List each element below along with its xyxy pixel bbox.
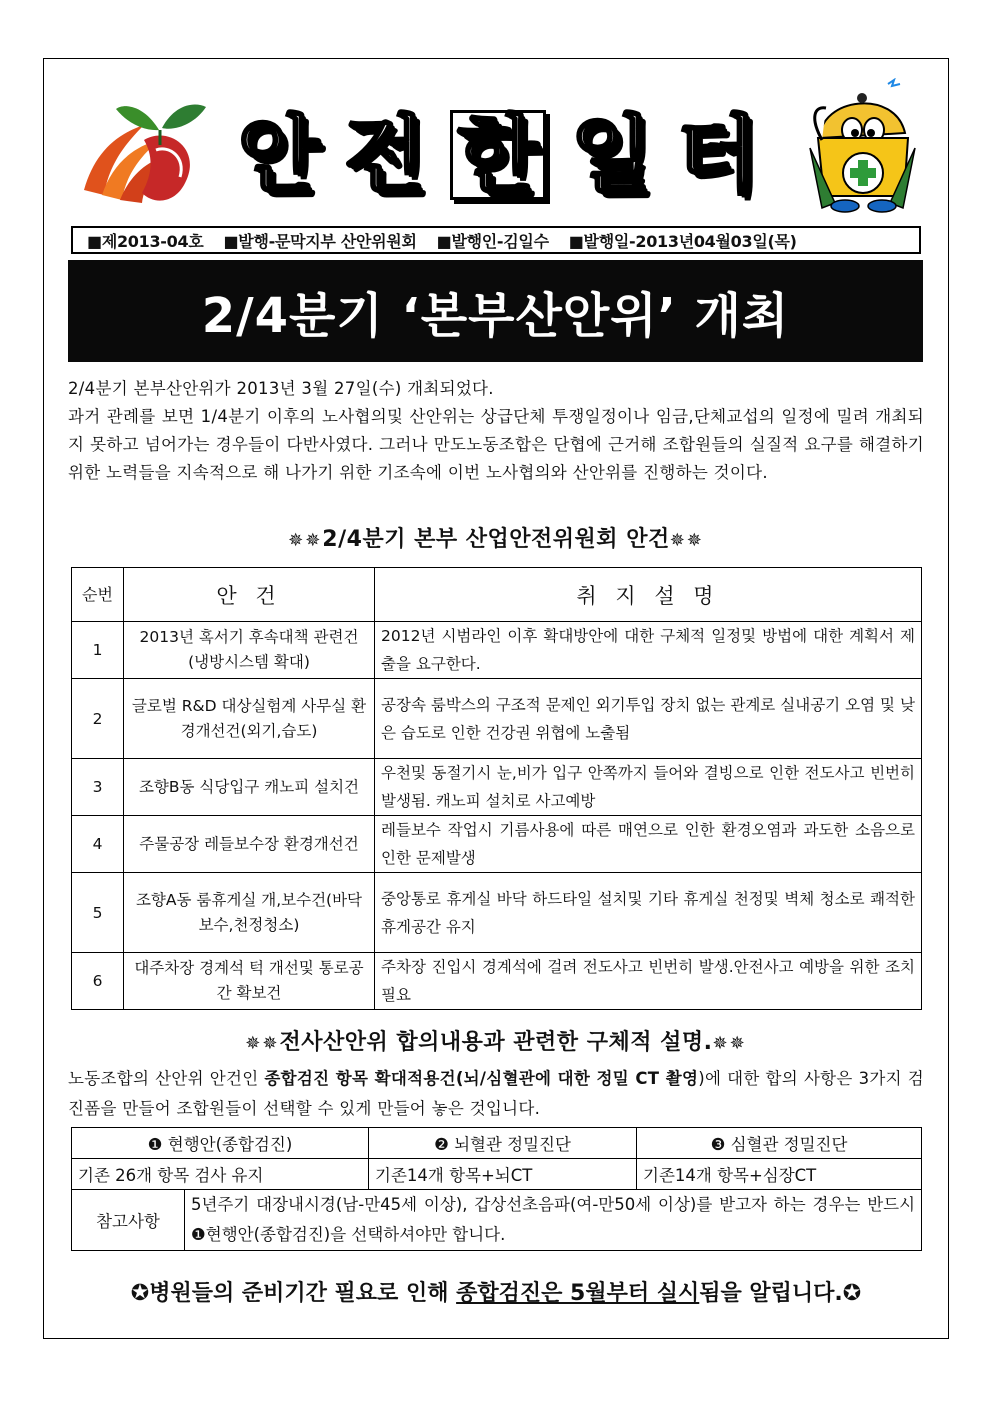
section-title-agenda bbox=[68, 522, 924, 553]
explanation-part: )에 대한 합의 사항은 3가지 검진폼을 만들어 조합원들이 선택할 수 있게 만들어 놓은 것입니다. bbox=[68, 1069, 925, 1118]
explanation-text bbox=[68, 1064, 924, 1124]
row-number: 1 bbox=[72, 622, 124, 679]
row-item: 대주차장 경계석 턱 개선및 통로공간 확보건 bbox=[124, 953, 375, 1010]
row-description: 레들보수 작업시 기름사용에 따른 매연으로 인한 환경오염과 과도한 소음으로 인한 문제발생 bbox=[375, 816, 922, 873]
decoration-stars-icon: ✵✵ bbox=[669, 530, 704, 551]
safety-mascot-icon bbox=[800, 78, 925, 218]
row-number: 6 bbox=[72, 953, 124, 1010]
explanation-bold: 종합검진 항목 확대적용건(뇌/심혈관에 대한 정밀 CT 촬영 bbox=[264, 1069, 699, 1088]
row-item: 2013년 혹서기 후속대책 관련건 (냉방시스템 확대) bbox=[124, 622, 375, 679]
row-description: 우천및 동절기시 눈,비가 입구 안쪽까지 들어와 결빙으로 인한 전도사고 빈번히 발생됨. 캐노피 설치로 사고예방 bbox=[375, 759, 922, 816]
option-1-header: ❶ 현행안(종합검진) bbox=[72, 1128, 369, 1159]
masthead-char: 안 bbox=[238, 106, 320, 204]
issue-number: ■제2013-04호 bbox=[87, 231, 204, 251]
table-row bbox=[72, 622, 922, 679]
star-icon: ✪ bbox=[842, 1281, 862, 1306]
star-icon: ✪ bbox=[130, 1281, 150, 1306]
row-description: 2012년 시범라인 이후 확대방안에 대한 구체적 일정및 방법에 대한 계획서 제출을 요구한다. bbox=[375, 622, 922, 679]
decoration-stars-icon: ✵✵ bbox=[288, 530, 323, 551]
table-header-row bbox=[72, 568, 922, 622]
row-item: 글로벌 R&D 대상실험계 사무실 환경개선건(외기,습도) bbox=[124, 679, 375, 759]
issue-date: ■발행일-2013년04월03일(목) bbox=[568, 231, 797, 251]
table-row bbox=[72, 873, 922, 953]
table-row bbox=[72, 816, 922, 873]
intro-line: 2/4분기 본부산안위가 2013년 3월 27일(수) 개최되었다. bbox=[68, 379, 494, 398]
notice-underlined: 종합검진은 5월부터 실시 bbox=[456, 1281, 700, 1306]
table-row bbox=[72, 953, 922, 1010]
issue-info-bar bbox=[71, 226, 921, 254]
note-text: 5년주기 대장내시경(남-만45세 이상), 갑상선초음파(여-만50세 이상)를 받고자 하는 경우는 반드시 ❶현행안(종합검진)을 선택하셔야만 합니다. bbox=[185, 1190, 922, 1251]
decoration-stars-icon: ✵✵ bbox=[245, 1033, 280, 1054]
table-row bbox=[72, 679, 922, 759]
bottom-notice bbox=[68, 1276, 924, 1307]
option-1-value: 기존 26개 항목 검사 유지 bbox=[72, 1159, 369, 1190]
options-note-row bbox=[72, 1190, 922, 1251]
intro-text bbox=[68, 375, 924, 487]
col-header-number: 순번 bbox=[72, 568, 124, 622]
issue-issuer: ■발행인-김일수 bbox=[436, 231, 549, 251]
masthead-char: 터 bbox=[676, 106, 758, 204]
agenda-table bbox=[71, 567, 922, 1010]
decoration-stars-icon: ✵✵ bbox=[712, 1033, 747, 1054]
union-logo-icon bbox=[74, 95, 209, 205]
table-row bbox=[72, 759, 922, 816]
intro-paragraph: 과거 관례를 보면 1/4분기 이후의 노사협의및 산안위는 상급단체 투쟁일정이나 임금,단체교섭의 일정에 밀려 개최되지 못하고 넘어가는 경우들이 다반사였다. 그러나 만도노동조합은 단협에 근거해 조합원들의 실질적 요구를 해결하기 위한 노력들을 지속적으로 해 나가기 위한 기조속에 이번 노사협의와 산안위를 진행하는 것이다. bbox=[68, 407, 924, 482]
notice-part: 병원들의 준비기간 필요로 인해 bbox=[149, 1281, 457, 1306]
option-3-header: ❸ 심혈관 정밀진단 bbox=[637, 1128, 922, 1159]
explanation-part: 노동조합의 산안위 안건인 bbox=[68, 1069, 265, 1088]
row-number: 5 bbox=[72, 873, 124, 953]
option-2-header: ❷ 뇌혈관 정밀진단 bbox=[369, 1128, 637, 1159]
option-2-value: 기존14개 항목+뇌CT bbox=[369, 1159, 637, 1190]
masthead-char: 전 bbox=[344, 106, 426, 204]
note-label: 참고사항 bbox=[72, 1190, 185, 1251]
row-number: 4 bbox=[72, 816, 124, 873]
masthead-title bbox=[238, 100, 758, 210]
row-item: 주물공장 레들보수장 환경개선건 bbox=[124, 816, 375, 873]
options-header-row bbox=[72, 1128, 922, 1159]
headline-banner: 2/4분기 ‘본부산안위’ 개최 bbox=[68, 260, 923, 362]
row-description: 주차장 진입시 경계석에 걸려 전도사고 빈번히 발생.안전사고 예방을 위한 조치 필요 bbox=[375, 953, 922, 1010]
row-description: 중앙통로 휴게실 바닥 하드타일 설치및 기타 휴게실 천정및 벽체 청소로 쾌적한 휴게공간 유지 bbox=[375, 873, 922, 953]
col-header-item: 안 건 bbox=[124, 568, 375, 622]
col-header-description: 취 지 설 명 bbox=[375, 568, 922, 622]
row-description: 공장속 룸박스의 구조적 문제인 외기투입 장치 없는 관계로 실내공기 오염 및 낮은 습도로 인한 건강권 위협에 노출됨 bbox=[375, 679, 922, 759]
section-title-text: 전사산안위 합의내용과 관련한 구체적 설명. bbox=[279, 1030, 713, 1055]
checkup-options-table bbox=[71, 1127, 922, 1251]
options-value-row bbox=[72, 1159, 922, 1190]
row-number: 3 bbox=[72, 759, 124, 816]
notice-part: 됨을 알립니다. bbox=[699, 1281, 843, 1306]
section-title-text: 2/4분기 본부 산업안전위원회 안건 bbox=[322, 527, 670, 552]
issue-publisher: ■발행-문막지부 산안위원회 bbox=[223, 231, 417, 251]
option-3-value: 기존14개 항목+심장CT bbox=[637, 1159, 922, 1190]
row-item: 조향A동 룸휴게실 개,보수건(바닥보수,천정청소) bbox=[124, 873, 375, 953]
section-title-explanation bbox=[68, 1025, 924, 1056]
masthead-char: 일 bbox=[570, 106, 652, 204]
row-item: 조향B동 식당입구 캐노피 설치건 bbox=[124, 759, 375, 816]
masthead-char-boxed: 한 bbox=[450, 110, 545, 200]
row-number: 2 bbox=[72, 679, 124, 759]
